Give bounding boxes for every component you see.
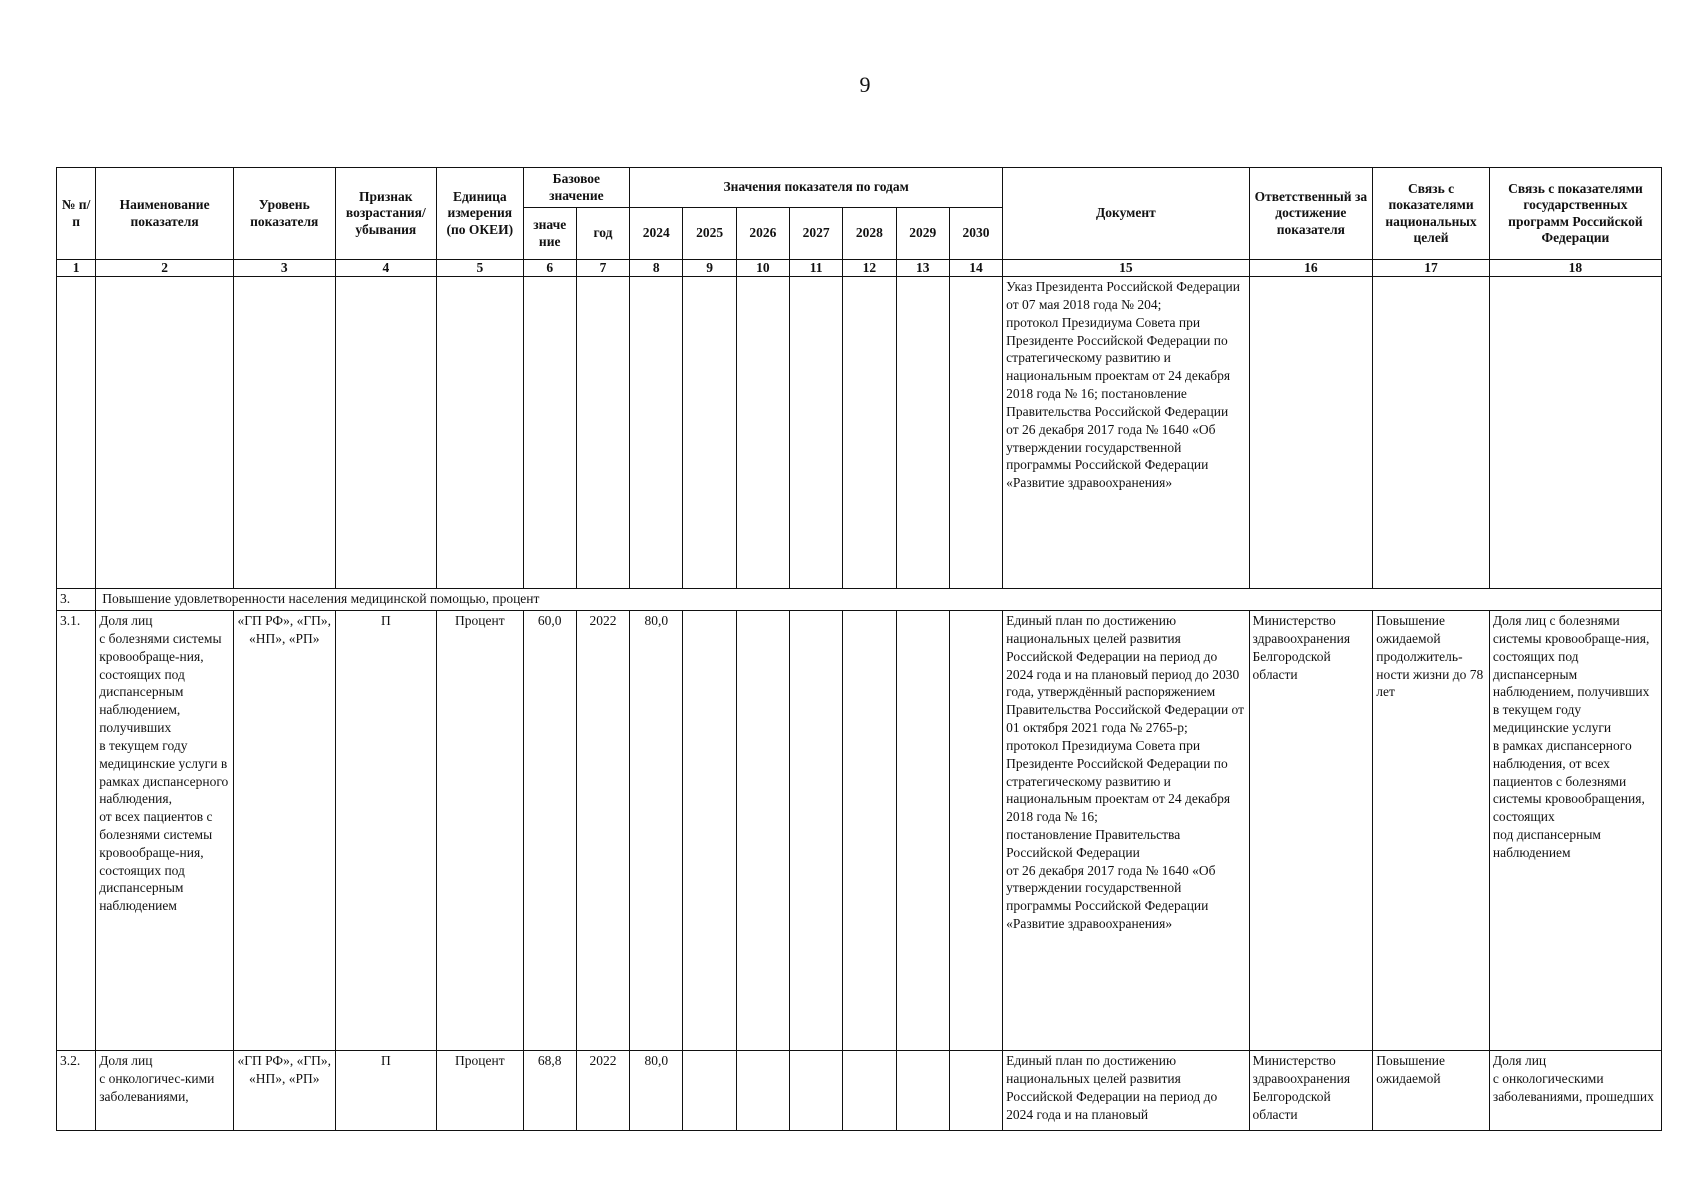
link-state-cell: Доля лиц с болезнями системы кровообраще-ния, состоящих под диспансерным наблюдением, получивших в текущем году медицинские услуги в рамках диспансерного наблюдения, от всех пациентов с болезнями системы кровообращения, состоящих под диспансерным наблюдением [1489,611,1661,1051]
header-year-2028: 2028 [843,208,896,260]
column-number: 16 [1249,260,1373,277]
column-number: 17 [1373,260,1490,277]
row-number: 3.2. [57,1051,96,1131]
goal-row [57,589,1662,611]
header-base-value: значе ние [523,208,576,260]
column-number: 8 [630,260,683,277]
header-base-group: Базовое значение [523,168,630,208]
header-document: Документ [1003,168,1249,260]
header-year-2027: 2027 [789,208,842,260]
column-number: 13 [896,260,949,277]
column-number: 5 [437,260,523,277]
column-number: 14 [949,260,1002,277]
header-level: Уровень показателя [233,168,335,260]
column-number: 11 [789,260,842,277]
base-year: 2022 [576,611,629,1051]
header-year-2024: 2024 [630,208,683,260]
page-number: 9 [859,72,871,97]
indicators-table [56,167,1662,1131]
header-link-state: Связь с показателями государственных программ Российской Федерации [1489,168,1661,260]
column-number: 4 [335,260,437,277]
column-number: 2 [96,260,234,277]
table-row-continued [57,277,1662,589]
header-year-2026: 2026 [736,208,789,260]
column-number: 18 [1489,260,1661,277]
column-number: 10 [736,260,789,277]
base-value: 60,0 [523,611,576,1051]
column-number: 9 [683,260,736,277]
header-responsible: Ответственный за достижение показателя [1249,168,1373,260]
indicator-unit: Процент [437,1051,523,1131]
column-number: 12 [843,260,896,277]
document-cell: Единый план по достижению национальных целей развития Российской Федерации на период до 2024 года и на плановый период до 2030 года, утверждённый распоряжением Правительства Российской Федерации от 01 октября 2021 года № 2765-р; протокол Президиума Совета при Президенте Российской Федерации по стратегическому развитию и национальным проектам от 24 декабря 2018 года № 16; постановление Правительства Российской Федерации от 26 декабря 2017 года № 1640 «Об утверждении государственной программы Российской Федерации «Развитие здравоохранения» [1003,611,1249,1051]
column-number: 3 [233,260,335,277]
column-number: 15 [1003,260,1249,277]
header-sign: Признак возрастания/ убывания [335,168,437,260]
header-name: Наименование показателя [96,168,234,260]
link-national-cell: Повышение ожидаемой продолжитель-ности жизни до 78 лет [1373,611,1490,1051]
responsible-cell: Министерство здравоохранения Белгородской области [1249,611,1373,1051]
indicator-level: «ГП РФ», «ГП», «НП», «РП» [233,611,335,1051]
indicator-name: Доля лиц с онкологичес-кими заболеваниями, [96,1051,234,1131]
value-2024: 80,0 [630,611,683,1051]
link-national-cell: Повышение ожидаемой [1373,1051,1490,1131]
document-cell: Указ Президента Российской Федерации от 07 мая 2018 года № 204; протокол Президиума Совета при Президенте Российской Федерации по стратегическому развитию и национальным проектам от 24 декабря 2018 года № 16; постановление Правительства Российской Федерации от 26 декабря 2017 года № 1640 «Об утверждении государственной программы Российской Федерации «Развитие здравоохранения» [1003,277,1249,589]
table-row [57,611,1662,1051]
base-year: 2022 [576,1051,629,1131]
column-number: 6 [523,260,576,277]
header-base-year: год [576,208,629,260]
header-year-2030: 2030 [949,208,1002,260]
row-number: 3.1. [57,611,96,1051]
base-value: 68,8 [523,1051,576,1131]
header-num: № п/п [57,168,96,260]
header-years-group: Значения показателя по годам [630,168,1003,208]
header-link-national: Связь с показателями национальных целей [1373,168,1490,260]
goal-number: 3. [57,589,96,611]
column-numbers-row [57,260,1662,277]
header-year-2029: 2029 [896,208,949,260]
goal-title: Повышение удовлетворенности населения медицинской помощью, процент [96,589,1662,611]
indicator-unit: Процент [437,611,523,1051]
column-number: 7 [576,260,629,277]
column-number: 1 [57,260,96,277]
indicator-name: Доля лиц с болезнями системы кровообраще-ния, состоящих под диспансерным наблюдением, получивших в текущем году медицинские услуги в рамках диспансерного наблюдения, от всех пациентов с болезнями системы кровообраще-ния, состоящих под диспансерным наблюдением [96,611,234,1051]
link-state-cell: Доля лиц с онкологическими заболеваниями, прошедших [1489,1051,1661,1131]
responsible-cell: Министерство здравоохранения Белгородской области [1249,1051,1373,1131]
header-unit: Единица измерения (по ОКЕИ) [437,168,523,260]
indicator-level: «ГП РФ», «ГП», «НП», «РП» [233,1051,335,1131]
indicator-sign: П [335,611,437,1051]
header-year-2025: 2025 [683,208,736,260]
table-row [57,1051,1662,1131]
value-2024: 80,0 [630,1051,683,1131]
indicator-sign: П [335,1051,437,1131]
document-cell: Единый план по достижению национальных целей развития Российской Федерации на период до 2024 года и на плановый [1003,1051,1249,1131]
